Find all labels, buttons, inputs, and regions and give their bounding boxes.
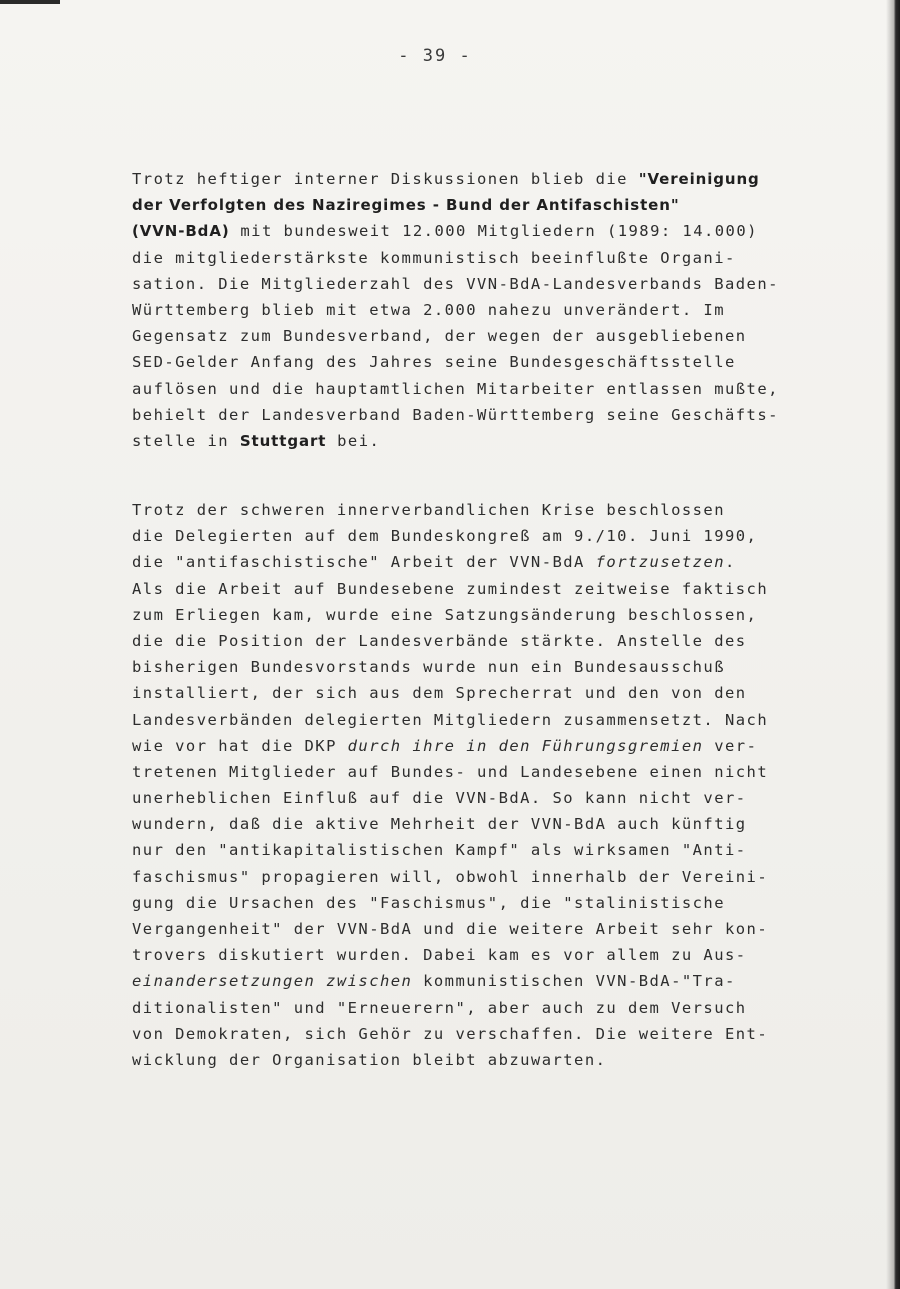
text-fragment: die "antifaschistische" Arbeit der VVN-BdA: [132, 553, 596, 572]
text-line: die die Position der Landesverbände stärkte. Anstelle des: [132, 631, 747, 650]
text-line: [132, 166, 792, 192]
text-fragment: kommunistischen VVN-BdA-"Tra-: [412, 972, 736, 991]
text-line: installiert, der sich aus dem Sprecherrat und den von den: [132, 684, 747, 703]
text-fragment: ver-: [703, 736, 758, 755]
organization-abbreviation: (VVN-BdA): [132, 222, 230, 241]
text-line: [132, 968, 792, 994]
text-line: die Delegierten auf dem Bundeskongreß am 9./10. Juni 1990,: [132, 527, 758, 546]
text-fragment: stelle in: [132, 431, 240, 450]
text-line: faschismus" propagieren will, obwohl innerhalb der Vereini-: [132, 867, 769, 886]
text-line: nur den "antikapitalistischen Kampf" als wirksamen "Anti-: [132, 841, 747, 860]
text-line: gung die Ursachen des "Faschismus", die "stalinistische: [132, 893, 725, 912]
text-fragment: fortzusetzen: [595, 553, 726, 572]
text-line: behielt der Landesverband Baden-Württemberg seine Geschäfts-: [132, 405, 779, 424]
text-line: [132, 218, 792, 244]
text-line: tretenen Mitglieder auf Bundes- und Landesebene einen nicht: [132, 762, 769, 781]
text-line: trovers diskutiert wurden. Dabei kam es vor allem zu Aus-: [132, 946, 747, 965]
text-fragment: wie vor hat die DKP: [132, 736, 348, 755]
text-fragment: durch ihre in den Führungsgremien: [347, 736, 704, 755]
text-line: sation. Die Mitgliederzahl des VVN-BdA-Landesverbands Baden-: [132, 274, 779, 293]
text-line: Vergangenheit" der VVN-BdA und die weitere Arbeit sehr kon-: [132, 920, 769, 938]
text-fragment: Trotz heftiger interner Diskussionen blieb die: [132, 170, 639, 188]
text-line: die mitgliederstärkste kommunistisch beeinflußte Organi-: [132, 248, 736, 267]
paragraph-2: [132, 497, 792, 1073]
text-fragment: bei.: [326, 431, 381, 450]
text-line: Landesverbänden delegierten Mitgliedern zusammensetzt. Nach: [132, 710, 769, 729]
text-fragment: .: [725, 553, 736, 572]
text-line: [132, 428, 792, 454]
text-line: Gegensatz zum Bundesverband, der wegen der ausgebliebenen: [132, 327, 747, 346]
paragraph-1: [132, 166, 792, 454]
text-line: Württemberg blieb mit etwa 2.000 nahezu unverändert. Im: [132, 300, 725, 319]
text-line: SED-Gelder Anfang des Jahres seine Bundesgeschäftsstelle: [132, 353, 736, 372]
text-line: [132, 192, 792, 218]
text-line: wundern, daß die aktive Mehrheit der VVN-BdA auch künftig: [132, 815, 747, 834]
text-line: Trotz der schweren innerverbandlichen Krise beschlossen: [132, 501, 725, 519]
text-line: auflösen und die hauptamtlichen Mitarbeiter entlassen mußte,: [132, 379, 779, 398]
text-line: bisherigen Bundesvorstands wurde nun ein Bundesausschuß: [132, 658, 725, 677]
text-fragment: einandersetzungen zwischen: [132, 972, 413, 991]
text-line: Als die Arbeit auf Bundesebene zumindest zeitweise faktisch: [132, 579, 769, 598]
scan-edge-top: [0, 0, 60, 4]
text-line: wicklung der Organisation bleibt abzuwarten.: [132, 1050, 607, 1069]
page-number: - 39 -: [398, 46, 472, 66]
text-line: [132, 549, 792, 575]
city-name: Stuttgart: [239, 431, 327, 450]
scan-edge-right: [886, 0, 900, 1289]
text-fragment: mit bundesweit 12.000 Mitgliedern (1989: 14.000): [229, 222, 758, 241]
text-line: ditionalisten" und "Erneuerern", aber auch zu dem Versuch: [132, 998, 747, 1017]
text-line: [132, 733, 792, 759]
organization-name: "Vereinigung: [638, 170, 760, 188]
text-line: unerheblichen Einfluß auf die VVN-BdA. So kann nicht ver-: [132, 789, 747, 808]
organization-name: der Verfolgten des Naziregimes - Bund der Antifaschisten": [132, 196, 680, 215]
text-line: zum Erliegen kam, wurde eine Satzungsänderung beschlossen,: [132, 605, 758, 624]
text-line: von Demokraten, sich Gehör zu verschaffen. Die weitere Ent-: [132, 1024, 769, 1043]
